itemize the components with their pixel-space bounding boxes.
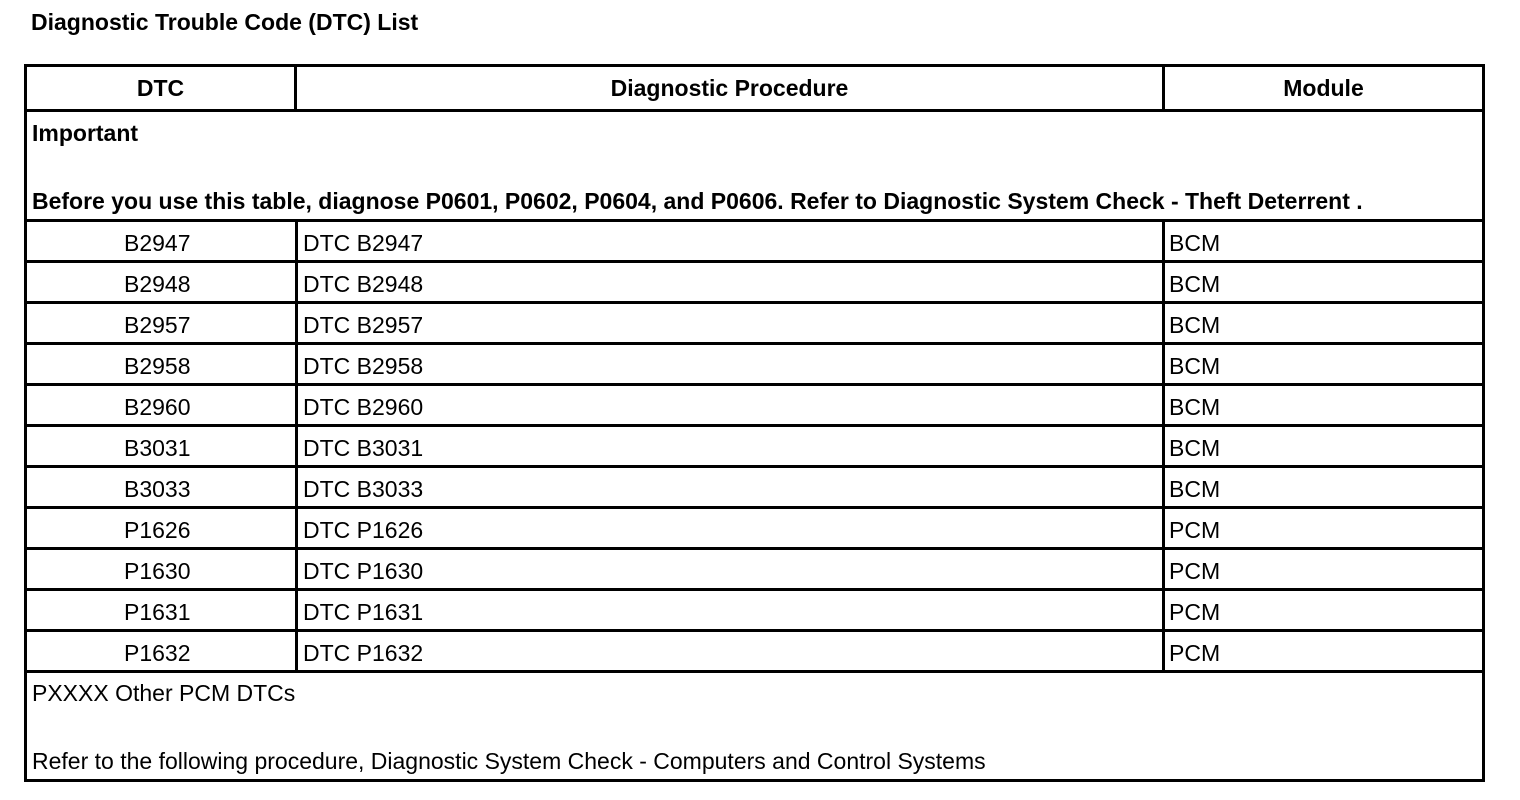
diagnostic-procedure: DTC B2948 (298, 263, 1165, 301)
module: BCM (1169, 312, 1221, 338)
module: BCM (1169, 394, 1221, 420)
important-note (27, 109, 1482, 219)
dtc-code: P1632 (27, 632, 298, 670)
diagnostic-procedure: DTC P1632 (298, 632, 1165, 670)
table-row (27, 629, 1482, 670)
table-row (27, 383, 1482, 424)
footer-heading: PXXXX Other PCM DTCs (32, 680, 296, 706)
footer-text: Refer to the following procedure, Diagnostic System Check - Computers and Control Systems (32, 748, 986, 774)
dtc-code: B2957 (27, 304, 298, 342)
diagnostic-procedure: DTC B2960 (298, 386, 1165, 424)
dtc-code: P1631 (27, 591, 298, 629)
module: BCM (1169, 435, 1221, 461)
module: PCM (1169, 517, 1221, 543)
table-row (27, 506, 1482, 547)
page-title: Diagnostic Trouble Code (DTC) List (31, 9, 419, 35)
important-text: Before you use this table, diagnose P0601, P0602, P0604, and P0606. Refer to Diagnostic System Check - Theft Deterrent . (32, 188, 1363, 214)
dtc-code: P1630 (27, 550, 298, 588)
diagnostic-procedure: DTC B2947 (298, 222, 1165, 260)
table-row (27, 219, 1482, 260)
diagnostic-procedure: DTC P1631 (298, 591, 1165, 629)
table-row (27, 465, 1482, 506)
table-row (27, 342, 1482, 383)
dtc-code: P1626 (27, 509, 298, 547)
module: BCM (1169, 353, 1221, 379)
table-header-row (27, 67, 1482, 109)
dtc-code: B3033 (27, 468, 298, 506)
module: BCM (1169, 230, 1221, 256)
table-row (27, 547, 1482, 588)
dtc-code: B2948 (27, 263, 298, 301)
table-row (27, 260, 1482, 301)
diagnostic-procedure: DTC B3033 (298, 468, 1165, 506)
dtc-code: B2960 (27, 386, 298, 424)
header-diagnostic-procedure: Diagnostic Procedure (297, 67, 1165, 109)
diagnostic-procedure: DTC B2958 (298, 345, 1165, 383)
dtc-table (24, 64, 1485, 782)
table-row (27, 424, 1482, 465)
diagnostic-procedure: DTC P1626 (298, 509, 1165, 547)
module: BCM (1169, 271, 1221, 297)
table-row (27, 588, 1482, 629)
dtc-code: B3031 (27, 427, 298, 465)
footer-note (27, 670, 1482, 779)
module: BCM (1169, 476, 1221, 502)
diagnostic-procedure: DTC B3031 (298, 427, 1165, 465)
diagnostic-procedure: DTC P1630 (298, 550, 1165, 588)
module: PCM (1169, 640, 1221, 666)
dtc-code: B2947 (27, 222, 298, 260)
module: PCM (1169, 558, 1221, 584)
table-row (27, 301, 1482, 342)
dtc-code: B2958 (27, 345, 298, 383)
module: PCM (1169, 599, 1221, 625)
header-dtc: DTC (27, 67, 297, 109)
diagnostic-procedure: DTC B2957 (298, 304, 1165, 342)
header-module: Module (1283, 75, 1364, 101)
important-heading: Important (32, 120, 139, 146)
